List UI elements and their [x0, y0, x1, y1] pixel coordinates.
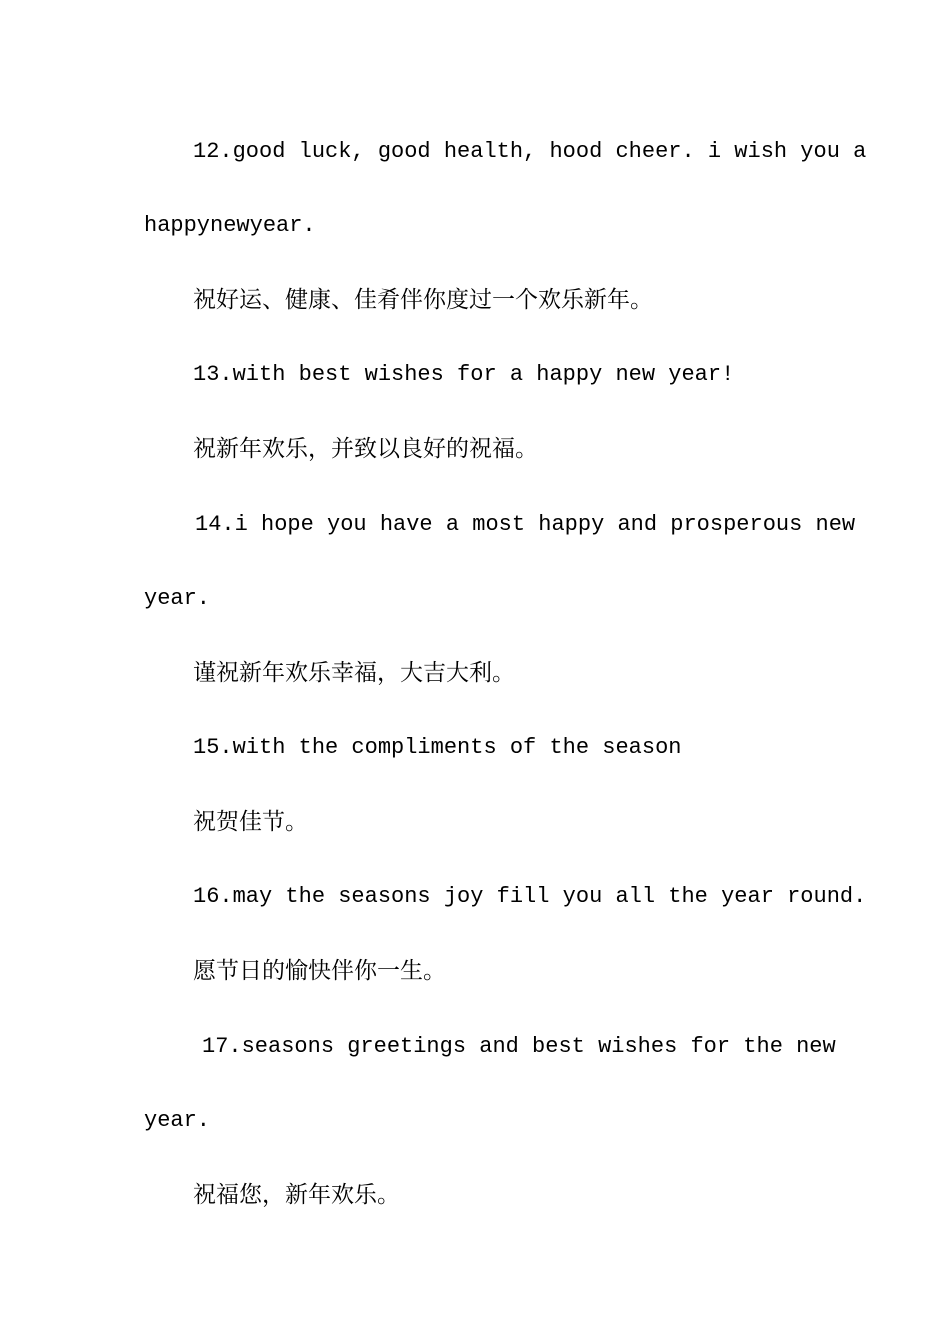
greeting-14-line-1: 14.i hope you have a most happy and prosperous new: [195, 512, 856, 537]
greeting-17-translation: 祝福您，新年欢乐。: [193, 1182, 400, 1208]
greeting-14-translation: 谨祝新年欢乐幸福，大吉大利。: [193, 660, 515, 686]
greeting-16-translation: 愿节日的愉快伴你一生。: [193, 958, 446, 984]
greeting-12-translation: 祝好运、健康、佳肴伴你度过一个欢乐新年。: [193, 287, 653, 313]
greeting-12-line-1: 12.good luck, good health, hood cheer. i wish you a: [193, 139, 867, 164]
greeting-16: 16.may the seasons joy fill you all the year round.: [193, 884, 867, 909]
greeting-13: 13.with best wishes for a happy new year!: [193, 362, 735, 387]
greeting-12-line-2: happynewyear.: [144, 213, 316, 238]
greeting-15: 15.with the compliments of the season: [193, 735, 682, 760]
greeting-17-line-2: year.: [144, 1108, 211, 1133]
greeting-17-line-1: 17.seasons greetings and best wishes for the new: [202, 1034, 836, 1059]
greeting-14-line-2: year.: [144, 586, 211, 611]
greeting-15-translation: 祝贺佳节。: [193, 809, 308, 835]
greeting-13-translation: 祝新年欢乐，并致以良好的祝福。: [193, 436, 538, 462]
